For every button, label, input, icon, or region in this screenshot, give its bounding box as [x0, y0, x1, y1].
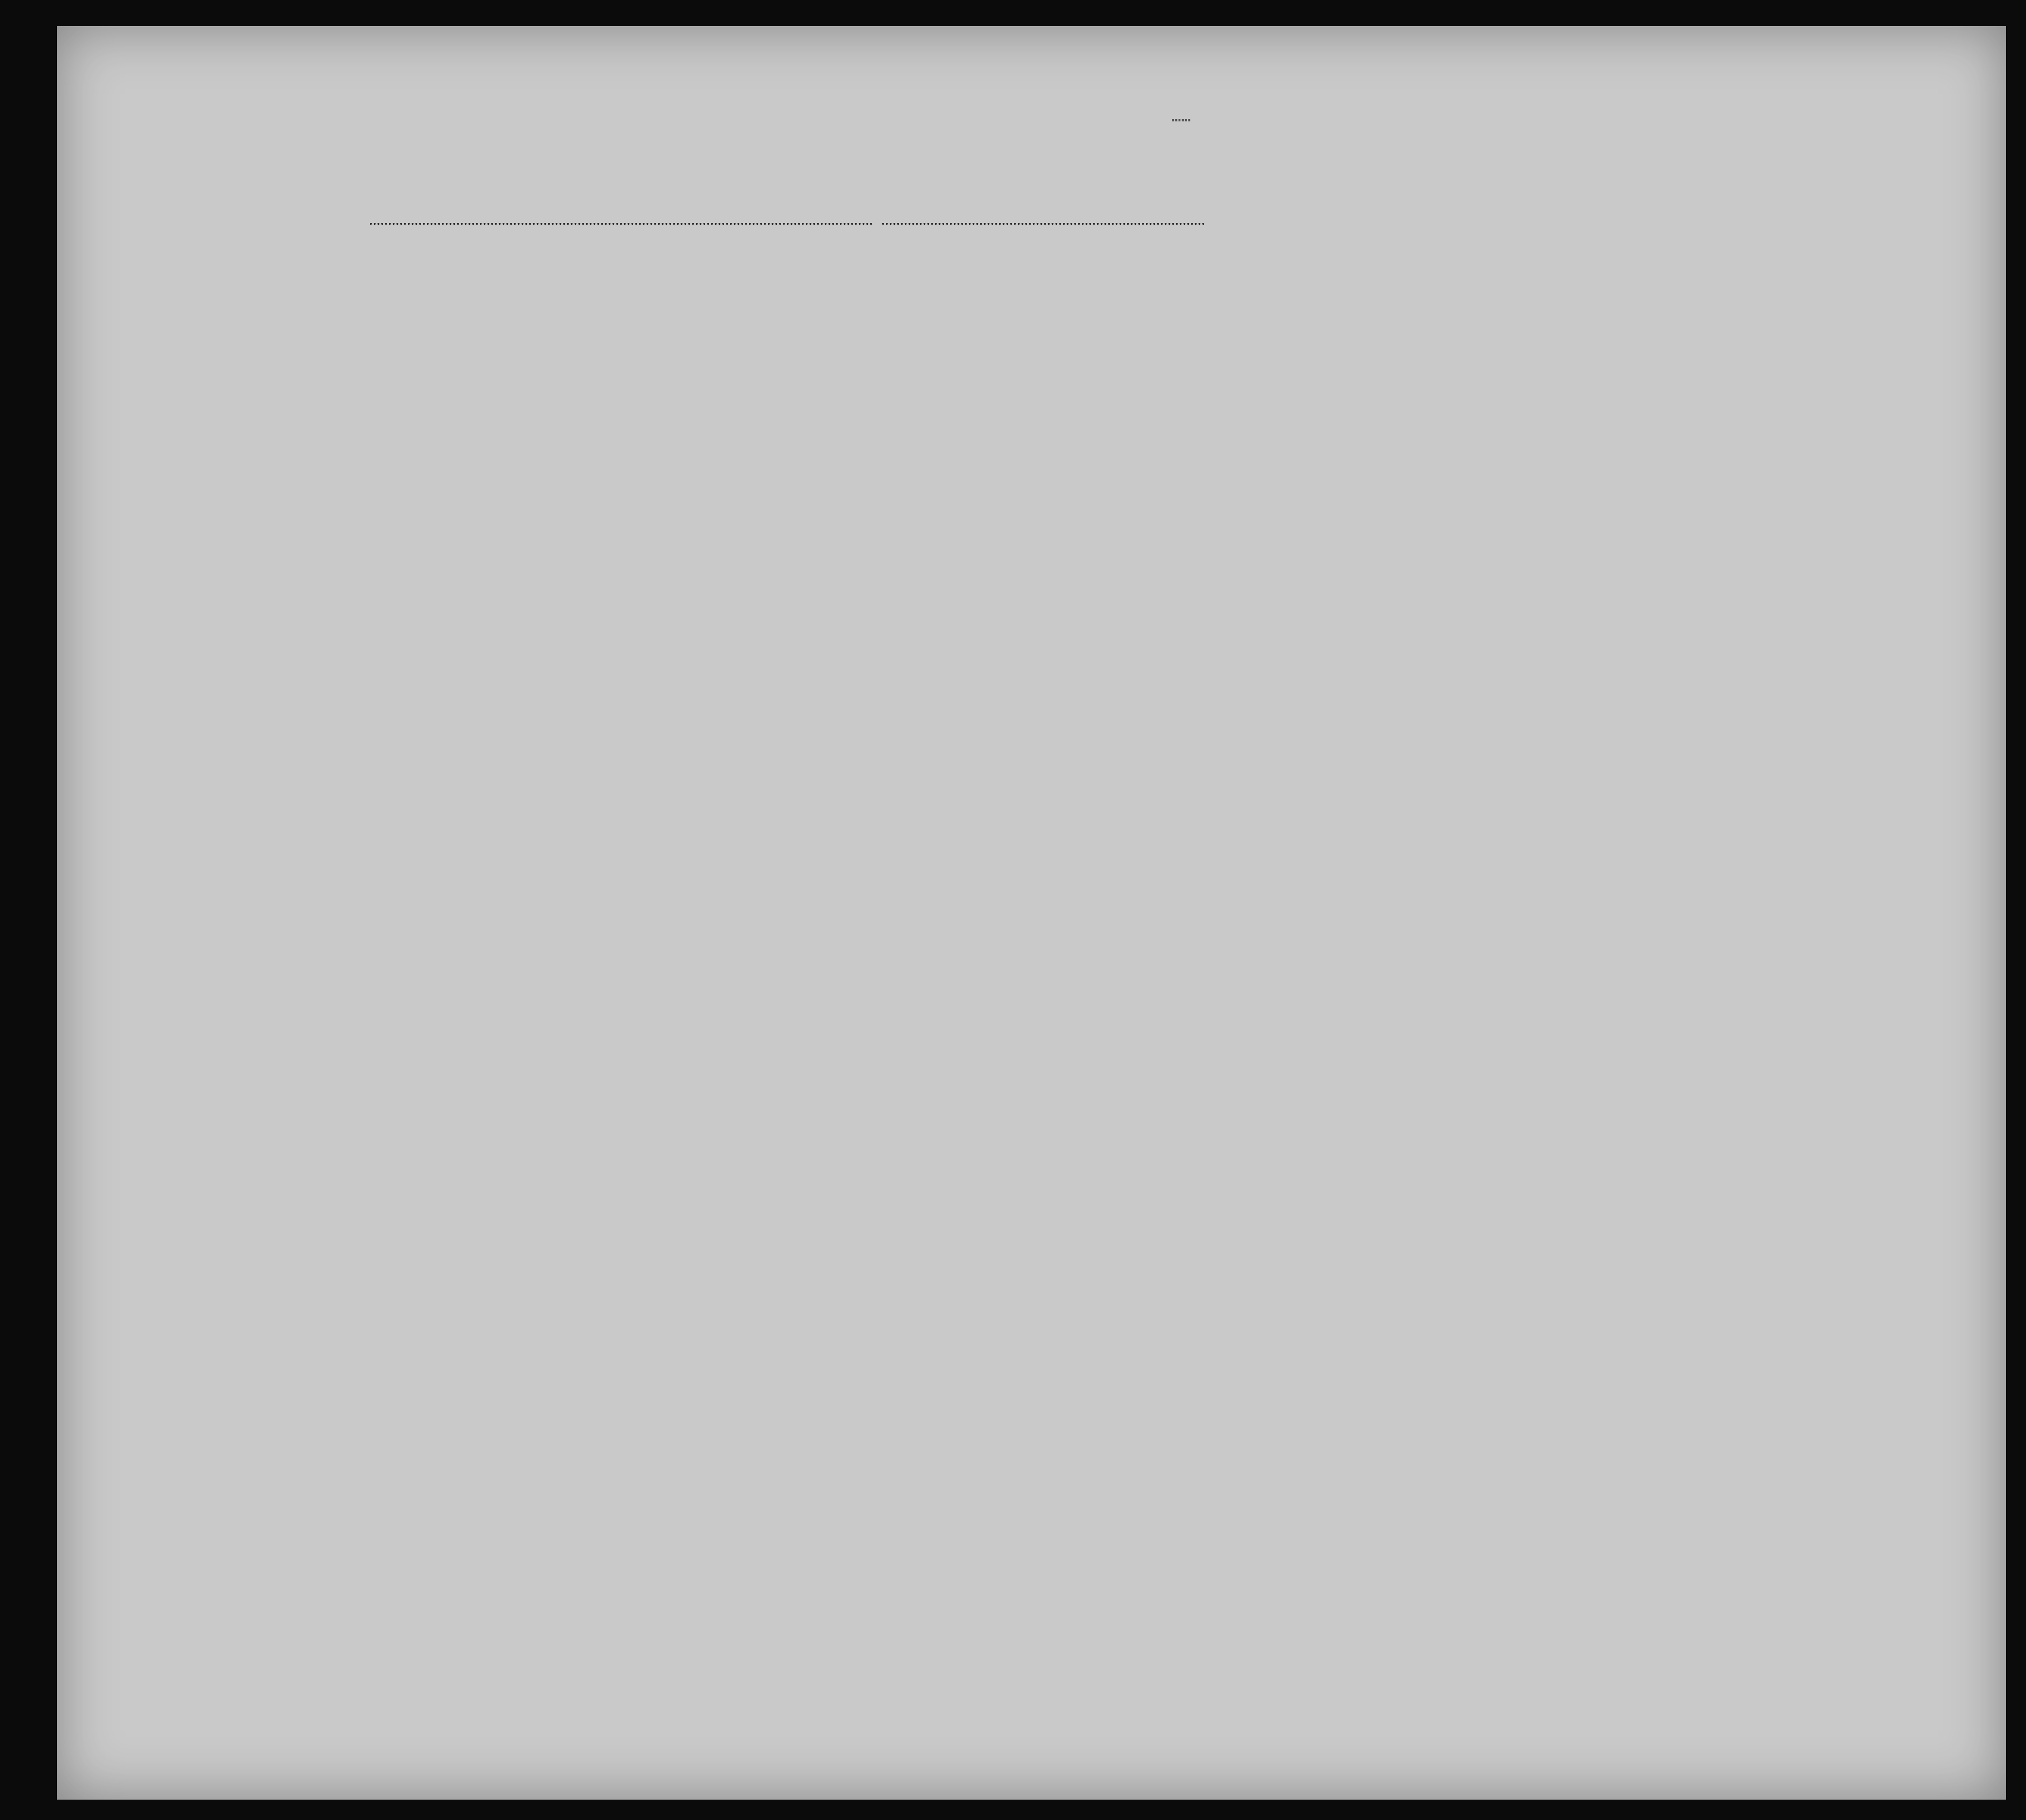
header-polygamist	[1508, 282, 1546, 396]
binder-holes	[0, 0, 66, 1820]
column-number-row	[119, 244, 1968, 273]
manifest-table	[119, 273, 1954, 1553]
port-dotted-line	[370, 223, 873, 225]
stamp: ……	[1171, 107, 1191, 126]
header-anarchist	[1546, 282, 1570, 396]
date-dotted-line	[882, 223, 1205, 225]
header-fifty-dollars	[728, 282, 756, 396]
header-ticket	[614, 282, 643, 396]
